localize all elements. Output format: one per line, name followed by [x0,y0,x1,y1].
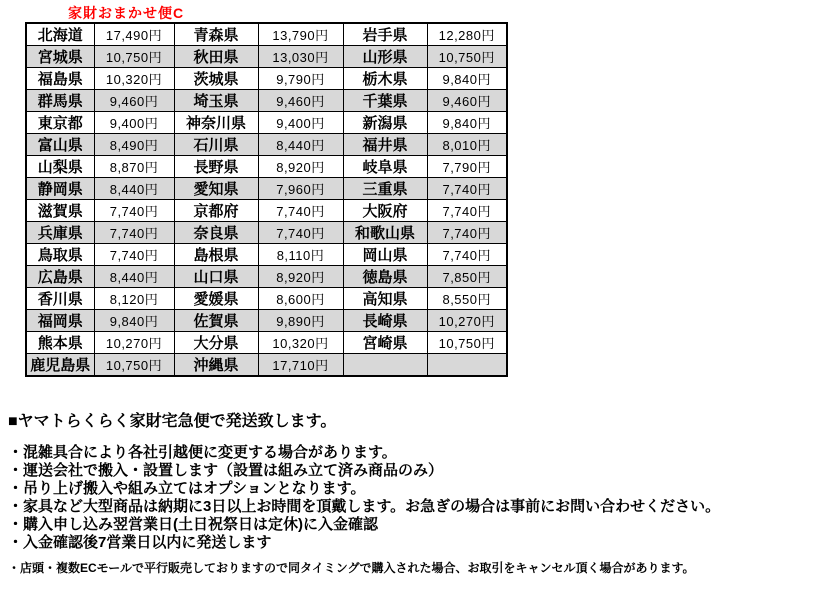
prefecture-cell: 神奈川県 [174,112,258,134]
prefecture-cell: 奈良県 [174,222,258,244]
prefecture-cell: 静岡県 [26,178,94,200]
price-cell: 12,280円 [427,23,507,46]
price-cell: 7,740円 [427,178,507,200]
prefecture-cell: 山形県 [343,46,427,68]
table-row [26,288,507,310]
price-cell: 8,120円 [94,288,174,310]
prefecture-cell: 大分県 [174,332,258,354]
prefecture-cell: 愛媛県 [174,288,258,310]
prefecture-cell: 高知県 [343,288,427,310]
table-row [26,68,507,90]
prefecture-cell: 山口県 [174,266,258,288]
price-cell: 7,740円 [258,200,343,222]
prefecture-cell: 愛知県 [174,178,258,200]
prefecture-cell: 福井県 [343,134,427,156]
price-cell: 13,030円 [258,46,343,68]
price-cell: 10,750円 [427,46,507,68]
price-cell: 9,890円 [258,310,343,332]
prefecture-cell: 石川県 [174,134,258,156]
prefecture-cell: 岩手県 [343,23,427,46]
prefecture-cell: 東京都 [26,112,94,134]
price-cell: 9,840円 [427,68,507,90]
prefecture-cell: 三重県 [343,178,427,200]
prefecture-cell: 福岡県 [26,310,94,332]
prefecture-cell: 群馬県 [26,90,94,112]
prefecture-cell: 大阪府 [343,200,427,222]
prefecture-cell: 山梨県 [26,156,94,178]
price-cell: 17,710円 [258,354,343,377]
table-row [26,23,507,46]
prefecture-cell: 宮城県 [26,46,94,68]
price-cell: 10,750円 [94,46,174,68]
price-cell: 9,460円 [94,90,174,112]
shipping-fee-table-body [26,23,507,376]
table-row [26,332,507,354]
prefecture-cell: 広島県 [26,266,94,288]
price-cell: 7,850円 [427,266,507,288]
prefecture-cell: 北海道 [26,23,94,46]
prefecture-cell: 長崎県 [343,310,427,332]
price-cell: 8,920円 [258,266,343,288]
prefecture-cell: 茨城県 [174,68,258,90]
table-row [26,178,507,200]
prefecture-cell: 滋賀県 [26,200,94,222]
prefecture-cell: 徳島県 [343,266,427,288]
prefecture-cell: 佐賀県 [174,310,258,332]
table-row [26,134,507,156]
price-cell: 13,790円 [258,23,343,46]
prefecture-cell: 青森県 [174,23,258,46]
price-cell: 7,740円 [427,222,507,244]
prefecture-cell: 沖縄県 [174,354,258,377]
prefecture-cell: 富山県 [26,134,94,156]
prefecture-cell: 千葉県 [343,90,427,112]
price-cell: 9,790円 [258,68,343,90]
price-cell: 10,320円 [94,68,174,90]
prefecture-cell: 埼玉県 [174,90,258,112]
prefecture-cell: 栃木県 [343,68,427,90]
prefecture-cell: 和歌山県 [343,222,427,244]
price-cell: 8,550円 [427,288,507,310]
price-cell: 8,870円 [94,156,174,178]
price-cell: 9,460円 [258,90,343,112]
shipping-fee-table [25,22,508,377]
prefecture-cell: 兵庫県 [26,222,94,244]
price-cell: 8,490円 [94,134,174,156]
notes-heading: ■ヤマトらくらく家財宅急便で発送致します。 [8,413,337,430]
notes-footnote: ・店頭・複数ECモールで平行販売しておりますので同タイミングで購入された場合、お取引をキャンセル頂く場合があります。 [8,561,695,575]
table-row [26,200,507,222]
price-cell: 7,740円 [94,244,174,266]
shipping-service-title: 家財おまかせ便C [68,5,185,21]
note-bullet: ・入金確認後7営業日以内に発送します [8,534,272,551]
price-cell: 7,740円 [427,200,507,222]
prefecture-cell: 鳥取県 [26,244,94,266]
price-cell: 9,840円 [427,112,507,134]
price-cell: 7,790円 [427,156,507,178]
prefecture-cell [343,354,427,377]
price-cell: 8,440円 [94,178,174,200]
note-bullet: ・家具など大型商品は納期に3日以上お時間を頂戴します。お急ぎの場合は事前にお問い合わせください。 [8,498,721,515]
prefecture-cell: 秋田県 [174,46,258,68]
prefecture-cell: 熊本県 [26,332,94,354]
table-row [26,244,507,266]
prefecture-cell: 長野県 [174,156,258,178]
table-row [26,354,507,377]
price-cell: 9,460円 [427,90,507,112]
shipping-notes [8,412,816,575]
price-cell [427,354,507,377]
note-bullet: ・運送会社で搬入・設置します（設置は組み立て済み商品のみ） [8,462,444,479]
price-cell: 9,400円 [258,112,343,134]
prefecture-cell: 福島県 [26,68,94,90]
prefecture-cell: 島根県 [174,244,258,266]
price-cell: 8,920円 [258,156,343,178]
prefecture-cell: 鹿児島県 [26,354,94,377]
table-row [26,310,507,332]
table-row [26,112,507,134]
price-cell: 8,440円 [258,134,343,156]
price-cell: 10,320円 [258,332,343,354]
note-bullet: ・吊り上げ搬入や組み立てはオプションとなります。 [8,480,366,497]
prefecture-cell: 京都府 [174,200,258,222]
price-cell: 10,270円 [94,332,174,354]
price-cell: 10,750円 [94,354,174,377]
price-cell: 7,960円 [258,178,343,200]
price-cell: 7,740円 [258,222,343,244]
price-cell: 8,440円 [94,266,174,288]
price-cell: 8,110円 [258,244,343,266]
price-cell: 9,400円 [94,112,174,134]
table-row [26,90,507,112]
price-cell: 8,600円 [258,288,343,310]
price-cell: 10,270円 [427,310,507,332]
note-bullet: ・混雑具合により各社引越便に変更する場合があります。 [8,444,397,461]
table-row [26,222,507,244]
prefecture-cell: 岡山県 [343,244,427,266]
prefecture-cell: 新潟県 [343,112,427,134]
price-cell: 10,750円 [427,332,507,354]
prefecture-cell: 香川県 [26,288,94,310]
table-row [26,46,507,68]
price-cell: 7,740円 [94,222,174,244]
price-cell: 8,010円 [427,134,507,156]
table-row [26,156,507,178]
price-cell: 7,740円 [94,200,174,222]
table-row [26,266,507,288]
prefecture-cell: 宮崎県 [343,332,427,354]
note-bullet: ・購入申し込み翌営業日(土日祝祭日は定休)に入金確認 [8,516,378,533]
price-cell: 9,840円 [94,310,174,332]
price-cell: 17,490円 [94,23,174,46]
price-cell: 7,740円 [427,244,507,266]
prefecture-cell: 岐阜県 [343,156,427,178]
